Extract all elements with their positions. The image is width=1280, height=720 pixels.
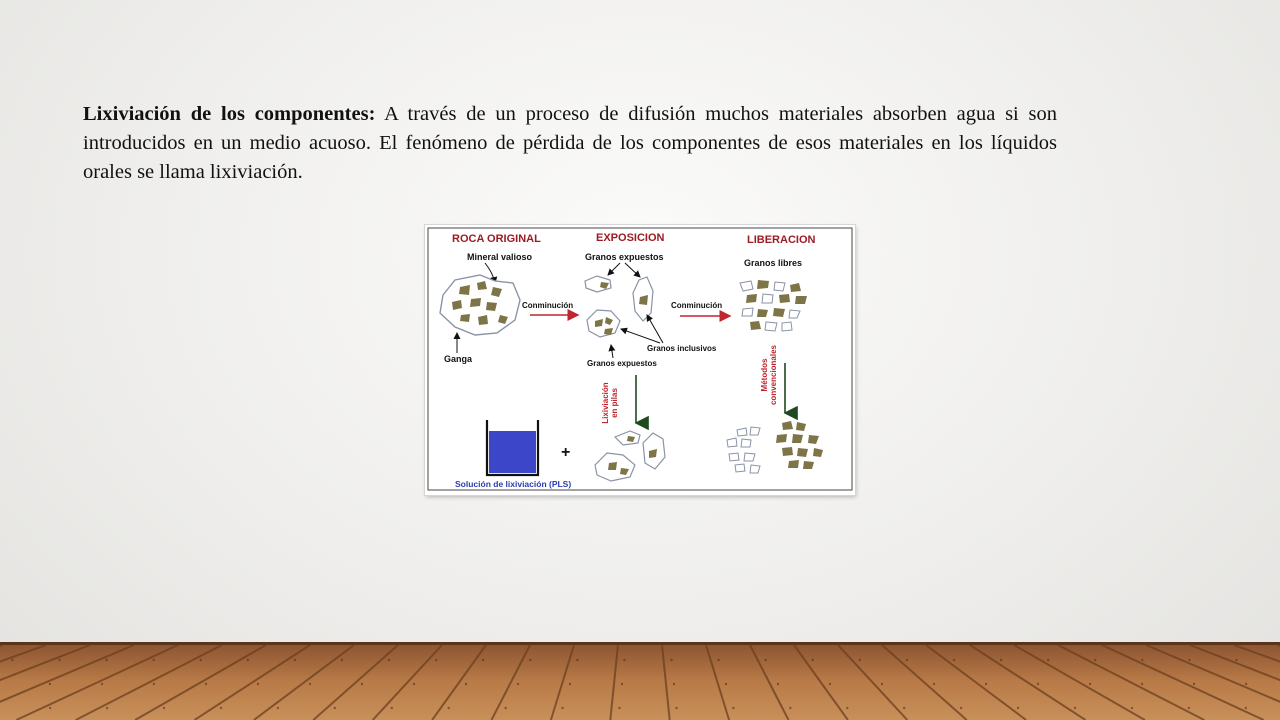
plus-sign: + [561, 444, 571, 461]
stage-heading-original: ROCA ORIGINAL [452, 233, 541, 245]
paragraph-body: A través de un proceso de difusión muchos materiales absorben agua si son introducidos en un medio acuoso. El fenómeno de pérdida de los componentes de esos materiales en los líquidos orales se llama lixiviación. [83, 103, 1057, 183]
arrow-exposed-top-2 [625, 263, 640, 277]
label-conventional-1: Métodos [760, 358, 769, 392]
label-valuable-mineral: Mineral valioso [467, 252, 533, 262]
diagram-canvas [425, 225, 855, 495]
arrow-exposed-top-1 [608, 263, 620, 275]
stage-heading-release: LIBERACION [747, 234, 816, 246]
label-inclusive-grains: Granos inclusivos [647, 344, 717, 353]
leaching-diagram [425, 225, 855, 495]
label-gangue: Ganga [444, 354, 473, 364]
conventional-result-grains [727, 421, 823, 473]
free-grains-cluster [740, 280, 807, 331]
heap-leached-grains [595, 431, 665, 481]
label-exposed-grains-bottom: Granos expuestos [587, 359, 657, 368]
arrow-exposed-bottom [611, 345, 613, 358]
wood-floor-planks [0, 642, 1280, 720]
label-free-grains: Granos libres [744, 258, 803, 268]
wood-floor [0, 642, 1280, 720]
slide-paragraph [83, 100, 1057, 187]
label-heap-leaching-1: Lixiviación [601, 382, 610, 424]
stage-heading-exposure: EXPOSICION [596, 232, 665, 244]
pls-beaker [487, 420, 538, 475]
label-heap-leaching-2: en pilas [610, 388, 619, 418]
label-conventional-2: convencionales [769, 344, 778, 406]
arrow-inclusive-1 [621, 329, 660, 343]
label-comminution-1: Conminución [522, 301, 574, 310]
label-exposed-grains-top: Granos expuestos [585, 252, 664, 262]
label-comminution-2: Conminución [671, 301, 723, 310]
label-pls: Solución de lixiviación (PLS) [455, 479, 572, 489]
inclusive-grain-cluster [587, 310, 620, 337]
paragraph-heading: Lixiviación de los componentes: [83, 103, 376, 125]
